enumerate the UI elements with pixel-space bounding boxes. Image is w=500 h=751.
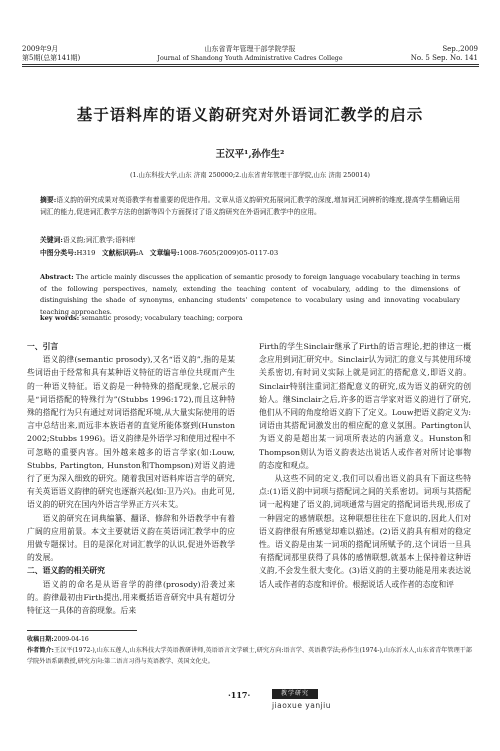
abstract-cn-text: 语义韵的研究成果对英语教学有着重要的促进作用。文章从语义韵研究拓展词汇教学的深度,增加词汇词辨析的维度,提高学生精确运用词汇的能力,促进词汇教学方法的创新等四个方面探讨了语义韵研究在外语词汇教学中的应用。	[40, 196, 460, 216]
section-heading: 一、引言	[27, 342, 59, 351]
doc-code-value: A	[138, 249, 144, 257]
doc-code-label: 文献标识码:	[101, 249, 139, 257]
abstract-cn	[40, 194, 460, 218]
received-date: 2009-04-16	[53, 636, 89, 643]
footnote-received	[27, 634, 472, 645]
article-authors: 王汉平¹,孙作生²	[215, 149, 285, 160]
keywords-cn-text: 语义韵;词汇教学;语料库	[62, 236, 136, 244]
header-journal-cn: 山东省青年管理干部学院学报	[204, 45, 296, 53]
body-paragraph: Firth的学生Sinclair继承了Firth的语言理论,把韵律这一概念应用到词汇研究中。Sinclair认为词汇的意义与其使用环境关系密切,有时词义实际上就是词汇的搭配意义,即语义韵。Sinclair特别注重词汇搭配意义的研究,成为语义韵研究的创始人。继Sinclair之后,许多的语言学家对语义韵进行了研究,他们从不同的角度给语义韵下了定义。Louw把语义韵定义为:词语由其搭配词激发出的相应配的意义氛围。Partington认为语义韵是超出某一词项所表达的内涵意义。Hunston和Thompson则认为语义韵表达出说话人或作者对所讨论事物的态度和观点。	[259, 342, 471, 470]
classification-line	[40, 247, 460, 259]
abstract-cn-label: 摘要:	[40, 196, 57, 204]
footnote-bio	[27, 645, 472, 667]
header-rule-2	[22, 66, 479, 67]
article-title: 基于语料库的语义韵研究对外语词汇教学的启示	[76, 106, 424, 124]
header-date: 2009年9月	[22, 45, 59, 53]
body-paragraph: 语义韵的命名是从语音学的韵律(prosody)沿袭过来的。韵律最初由Firth提出,用来概括语音研究中具有超切分特征这一具体的音韵现象。后来	[27, 579, 235, 616]
section-brand-box: 教学研究	[272, 689, 318, 699]
abstract-en	[40, 272, 460, 318]
body-paragraph: 语义韵律(semantic prosody),又名“语义韵”,指的是某些词语由于经常和具有某种语义特征的语言单位共现而产生的一种语义特征。语义韵是一种特殊的搭配现象,它展示的是“词语搭配的特殊行为”(Stubbs 1996:172),而且这种特殊的搭配行为只有通过对词语搭配环境,从大量实际使用的语言中总结出来,而远非本族语者的直觉所能体察到(Hunston 2002;Stubbs 1996)。语义韵律是外语学习和使用过程中不可忽略的重要内容。国外越来越多的语言学家(如:Louw, Stubbs, Partington, Hunston和Thompson)对语义韵进行了更为深入细致的研究。随着我国对语料库语言学的研究,有关英语语义韵律的研究也逐渐兴起(如:卫乃兴)。由此可见,语义韵的研究在国内外语言学界正方兴未艾。	[27, 355, 235, 510]
abstract-en-label: Abstract:	[40, 273, 74, 281]
header-issue: 第5期(总第141期)	[22, 54, 81, 62]
bio-text: 王汉平(1972-),山东五莲人,山东科技大学英语教研讲师,英语语言文学硕士,研究方向:语言学、英语教学法;孙作生(1974-),山东沂水人,山东省青年管理干部学院外语系副教授,研究方向:第二语言习得与英语教学、英国文化史。	[27, 647, 473, 665]
header-date-en: Sep.,2009	[442, 45, 478, 53]
section-heading: 二、语义韵的相关研究	[27, 566, 105, 576]
footnote-rule	[27, 630, 137, 631]
article-id-label: 文章编号:	[149, 249, 180, 257]
article-affiliation: (1.山东科技大学,山东 济南 250000;2.山东省青年管理干部学院,山东 济南 250014)	[129, 171, 371, 179]
article-id-value: 1008-7605(2009)05-0117-03	[179, 249, 279, 257]
page-number: ·117·	[228, 690, 251, 700]
body-paragraph: 从这些不同的定义,我们可以看出语义韵具有下面这些特点:(1)语义韵中词项与搭配词之间的关系密切。词项与其搭配词一起构建了语义韵,词项通常与固定的搭配词语共现,形成了一种固定的感情联想。这种联想往往在下意识的,因此人们对语义韵律很有所感觉却难以描述。(2)语义韵具有相对的稳定性。语义韵是由某一词项的搭配词所赋予的,这个词语一旦具有搭配词那里获得了具体的感情联想,就基本上保持着这种语义韵,不会发生很大变化。(3)语义韵的主要功能是用来表达说话人或作者的态度和评价。根据说话人或作者的态度和评	[259, 474, 471, 589]
clc-label: 中图分类号:	[40, 249, 77, 257]
abstract-en-text: The article mainly discusses the application of semantic prosody to foreign language vocabulary teaching in terms of the following perspectives, namely, extending the teaching content of vocabulary, adding to the dimensions of distinguishing the shade of synonyms, enhancing students' competence to vocabulary using and innovating vocabulary teaching approaches.	[40, 273, 461, 316]
keywords-en-text: semantic prosody; vocabulary teaching; corpora	[81, 314, 243, 322]
header-left	[22, 45, 80, 63]
body-right-column	[259, 340, 471, 591]
header-rule	[22, 64, 479, 65]
keywords-cn-label: 关键词:	[40, 236, 63, 244]
header-journal-en: Journal of Shandong Youth Administrative Cadres College	[157, 55, 343, 62]
bio-label: 作者简介:	[27, 647, 54, 654]
header-journal	[120, 45, 380, 63]
header-issue-en: No. 5 Sep. No. 141	[410, 54, 478, 62]
received-label: 收稿日期:	[27, 636, 54, 643]
keywords-cn	[40, 234, 460, 246]
keywords-en	[40, 313, 460, 325]
body-left-column	[27, 340, 235, 617]
clc-value: H319	[76, 249, 96, 257]
header-right	[411, 45, 478, 63]
keywords-en-label: key words:	[40, 314, 80, 322]
body-paragraph: 语义韵研究在词典编纂、翻译、修辞和外语教学中有着广阔的应用前景。本文主要就语义韵在英语词汇教学中的应用做专题探讨。目的是深化对词汇教学的认识,促进外语教学的发展。	[27, 513, 235, 563]
section-brand-pinyin: jiaoxue yanjiu	[272, 701, 332, 710]
